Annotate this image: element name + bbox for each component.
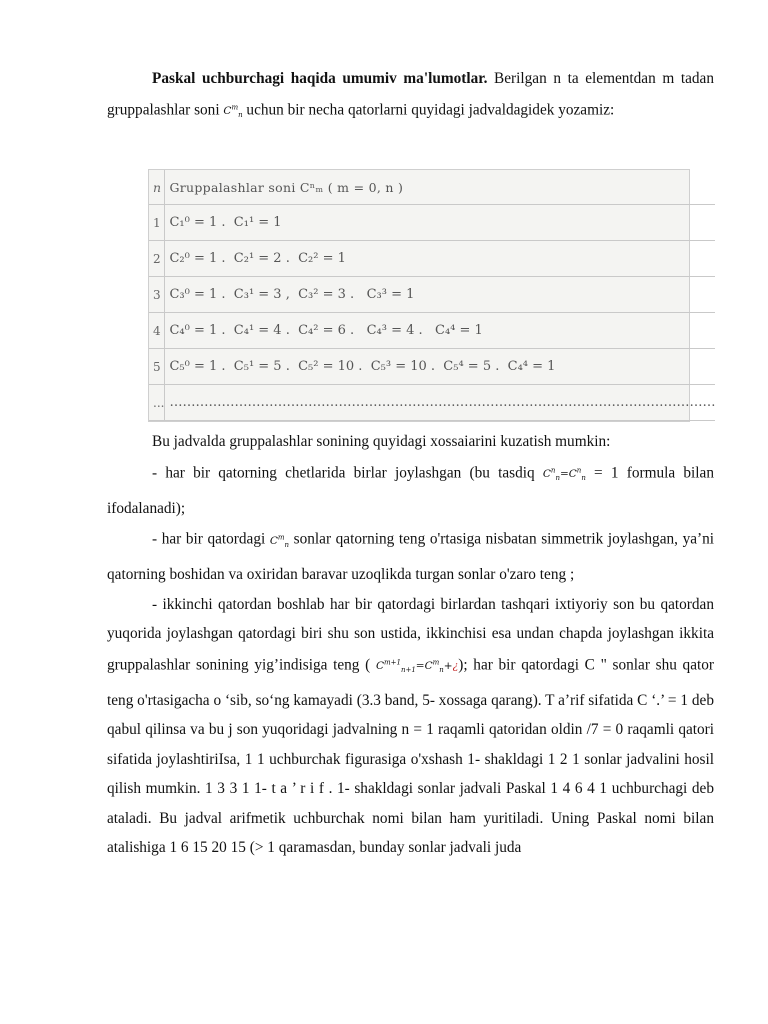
- paragraph-properties-intro: Bu jadvalda gruppalashlar sonining quyidagi xossaiarini kuzatish mumkin:: [152, 433, 611, 450]
- table-row: 4 C₄⁰ = 1 . C₄¹ = 4 . C₄² = 6 . C₄³ = 4 . C₄⁴ = 1: [149, 313, 715, 349]
- paragraph-property-2: - har bir qatordagi $C^m_n$ sonlar qatorning teng o'rtasiga nisbatan simmetrik joylashgan, ya’ni qatorning boshidan va oxiridan baravar uzoqlikda turgan sonlar o'zaro teng ;: [107, 530, 715, 584]
- table-row: ... ………………………………………………………………………………………………………………: [149, 385, 715, 421]
- formula-c-n-m-2: $C^m_n$: [269, 533, 290, 549]
- formula-c-n-m: $C^m_n$: [223, 103, 243, 120]
- document-body-continued: [107, 427, 714, 863]
- header-n: n: [149, 170, 165, 205]
- combinations-table: [149, 170, 715, 421]
- formula-c-n-0: $C^n_n=C^n_n$: [542, 466, 586, 483]
- formula-pascal-rule: $C^{m+1}_{n+1}=C^m_n+¿$: [375, 658, 459, 675]
- table-row: 5 C₅⁰ = 1 . C₅¹ = 5 . C₅² = 10 . C₅³ = 10 . C₅⁴ = 5 . C₄⁴ = 1: [149, 349, 715, 385]
- paragraph-intro: Paskal uchburchagi haqida umumiv ma'lumotlar. Berilgan n ta elementdan m tadan gruppalashlar soni $C^m_n$ uchun bir necha qatorlarni quyidagi jadvaldagidek yozamiz:: [107, 70, 714, 120]
- paragraph-property-3: - ikkinchi qatordan boshlab har bir qatordagi birlardan tashqari ixtiyoriy son bu qatordan yuqorida joylashgan qatordagi biri shu son ustida, ikkinchisi esa undan chapda joylashgan ikkita gruppalashlar sonining yig’indisiga teng ( $C^{m+1}_{n+1}=C^m_n+¿$); har bir qatordagi C " sonlar shu qator teng o'rtasigacha o ‘sib, so‘ng kamayadi (3.3 band, 5- xossaga qarang). T a’rif sifatida C ‘.’ = 1 deb qabul qilinsa va bu j son yuqoridagi jadvalning n = 1 raqamli qatoridan oldin /7 = 0 raqamli qatori sifatida joylashtiriIsa, 1 1 uchburchak figurasiga o'xshash 1- shakldagi 1 2 1 sonlar jadvalini hosil qilish mumkin. 1 3 3 1 1- t a ’ r i f . 1- shakldagi sonlar jadvali Paskal 1 4 6 4 1 uchburchagi deb ataladi. Bu jadval arifmetik uchburchak nomi bilan ham yuritiladi. Uning Paskal nomi bilan atalishiga 1 6 15 20 15 (> 1 qaramasdan, bunday sonlar jadvali juda: [107, 595, 714, 857]
- section-heading: Paskal uchburchagi haqida umumiv ma'lumotlar.: [152, 70, 488, 87]
- combinations-table-image: [148, 169, 716, 422]
- table-row: 2 C₂⁰ = 1 . C₂¹ = 2 . C₂² = 1: [149, 241, 715, 277]
- table-row: 1 C₁⁰ = 1 . C₁¹ = 1: [149, 205, 715, 241]
- document-body: [107, 64, 714, 131]
- paragraph-property-1: - har bir qatorning chetlarida birlar joylashgan (bu tasdiq $C^n_n=C^n_n = 1$ formula bilan ifodalanadi);: [107, 464, 714, 517]
- table-row: 3 C₃⁰ = 1 . C₃¹ = 3 , C₃² = 3 . C₃³ = 1: [149, 277, 715, 313]
- header-title: Gruppalashlar soni Cⁿₘ ( m = 0, n ): [165, 170, 716, 205]
- table-header-row: [149, 170, 715, 205]
